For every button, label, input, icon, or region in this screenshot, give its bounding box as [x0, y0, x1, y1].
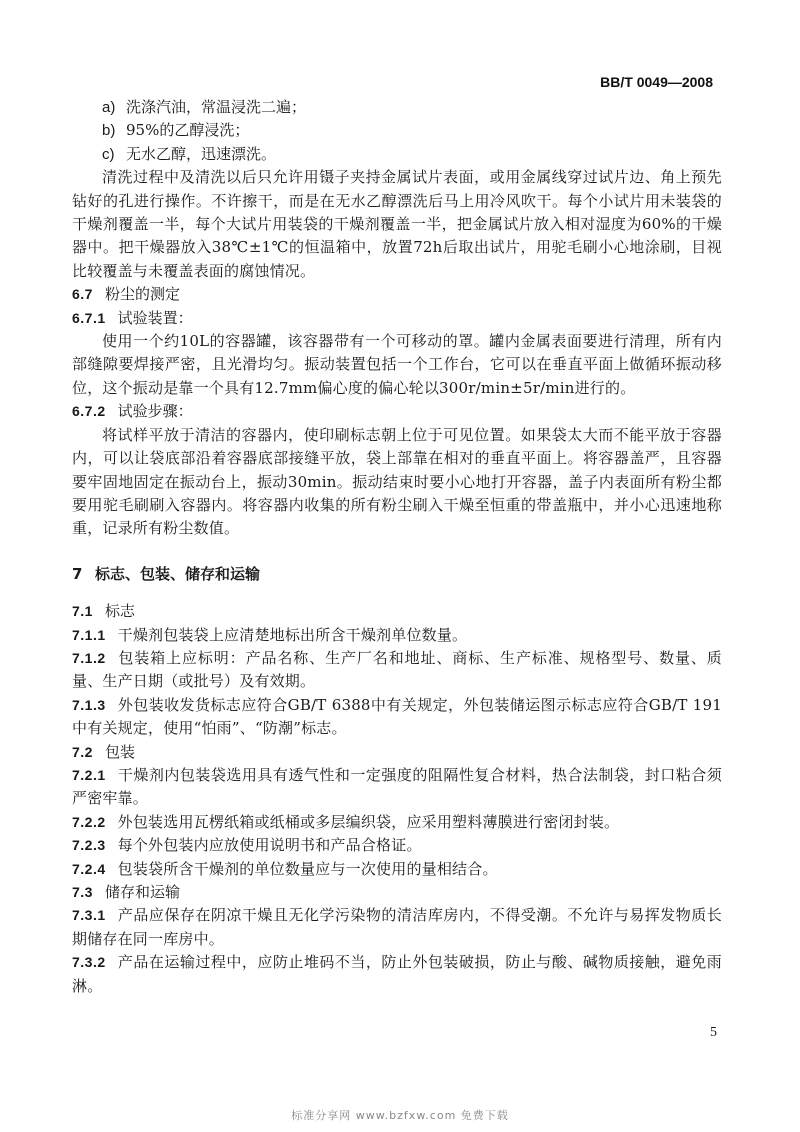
clause-text: 每个外包装内应放使用说明书和产品合格证。	[117, 836, 422, 855]
page-content	[72, 96, 722, 998]
clause-number: 7.2.1	[72, 766, 106, 783]
list-text: 洗涤汽油，常温浸洗二遍；	[126, 98, 307, 116]
section-title: 试验步骤：	[117, 402, 193, 421]
clause-7-2-1	[72, 764, 722, 811]
section-number: 7.1	[72, 603, 93, 620]
clause-text: 外包装选用瓦楞纸箱或纸桶或多层编织袋，应采用塑料薄膜进行密闭封装。	[117, 812, 620, 831]
clause-7-2-4	[72, 858, 722, 881]
clause-number: 7.1.1	[72, 626, 106, 643]
clause-7-2-3	[72, 834, 722, 857]
clause-7-2-2	[72, 811, 722, 834]
list-label: c)	[102, 145, 115, 163]
clause-number: 7.3.1	[72, 907, 106, 924]
clause-number: 7.1.3	[72, 696, 106, 713]
clause-7-3-1	[72, 904, 722, 951]
cleaning-paragraph: 清洗过程中及清洗以后只允许用镊子夹持金属试片表面，或用金属线穿过试片边、角上预先钻好的孔进行操作。不许擦干，而是在无水乙醇漂洗后马上用冷风吹干。每个小试片用未装袋的干燥剂覆盖一半，每个大试片用装袋的干燥剂覆盖一半，把金属试片放入相对湿度为60%的干燥器中。把干燥器放入38℃±1℃的恒温箱中，放置72h后取出试片，用驼毛刷小心地涂刷，目视比较覆盖与未覆盖表面的腐蚀情况。	[72, 168, 722, 280]
clause-7-3-2	[72, 951, 722, 998]
list-item-a	[72, 96, 722, 119]
section-number: 6.7	[72, 286, 93, 303]
clause-text: 包装箱上应标明：产品名称、生产厂名和地址、商标、生产标准、规格型号、数量、质量、生产日期（或批号）及有效期。	[72, 648, 722, 691]
footer-watermark: 标准分享网 www.bzfxw.com 免费下载	[291, 1109, 509, 1122]
clause-7-1-3	[72, 694, 722, 741]
section-7-1-heading	[72, 600, 722, 623]
section-title: 试验装置：	[117, 308, 193, 327]
list-text: 无水乙醇，迅速漂洗。	[126, 144, 277, 163]
list-item-c	[72, 143, 722, 166]
apparatus-paragraph: 使用一个约10L的容器罐，该容器带有一个可移动的罩。罐内金属表面要进行清理，所有内部缝隙要焊接严密，且光滑均匀。振动装置包括一个工作台，它可以在垂直平面上做循环振动移位，这个振动是靠一个具有12.7mm偏心度的偏心轮以300r/min±5r/min进行的。	[72, 332, 722, 397]
clause-number: 7.2.4	[72, 860, 106, 877]
clause-7-1-2	[72, 647, 722, 694]
section-6-7-2-heading	[72, 400, 722, 423]
section-6-7-heading	[72, 283, 722, 306]
clause-text: 外包装收发货标志应符合GB/T 6388中有关规定，外包装储运图示标志应符合GB/T 191中有关规定，使用“怕雨”、“防潮”标志。	[72, 695, 722, 738]
clause-text: 产品应保存在阴凉干燥且无化学污染物的清洁库房内，不得受潮。不允许与易挥发物质长期储存在同一库房中。	[72, 906, 722, 948]
clause-7-1-1	[72, 624, 722, 647]
document-code: BB/T 0049—2008	[600, 74, 713, 90]
clause-number: 7.1.2	[72, 649, 106, 666]
clause-text: 干燥剂内包装袋选用具有透气性和一定强度的阻隔性复合材料，热合法制袋，封口粘合须严密牢靠。	[72, 765, 722, 808]
section-number: 7.2	[72, 743, 93, 760]
section-number: 6.7.1	[72, 309, 106, 326]
section-number: 7.3	[72, 884, 93, 900]
section-7-2-heading	[72, 741, 722, 764]
section-title: 粉尘的测定	[104, 285, 180, 304]
clause-text: 产品在运输过程中，应防止堆码不当，防止外包装破损，防止与酸、碱物质接触，避免雨淋。	[72, 953, 722, 995]
chapter-title: 标志、包装、储存和运输	[94, 564, 260, 583]
clause-number: 7.2.2	[72, 813, 106, 830]
section-title: 储存和运输	[104, 883, 180, 901]
chapter-7-heading	[72, 563, 722, 586]
list-item-b	[72, 119, 722, 142]
section-number: 6.7.2	[72, 403, 106, 420]
clause-number: 7.3.2	[72, 954, 106, 971]
list-text: 95%的乙醇浸洗；	[126, 121, 250, 140]
section-7-3-heading	[72, 881, 722, 904]
clause-text: 包装袋所含干燥剂的单位数量应与一次使用的量相结合。	[117, 859, 498, 878]
chapter-number: 7	[72, 564, 83, 583]
section-title: 包装	[104, 742, 135, 761]
list-label: b)	[102, 122, 116, 140]
section-6-7-1-heading	[72, 307, 722, 330]
clause-number: 7.2.3	[72, 837, 106, 854]
page-number: 5	[710, 1025, 717, 1040]
section-title: 标志	[104, 602, 135, 621]
procedure-paragraph: 将试样平放于清洁的容器内，使印刷标志朝上位于可见位置。如果袋太大而不能平放于容器内，可以让袋底部沿着容器底部接缝平放，袋上部靠在相对的垂直平面上。将容器盖严，且容器要牢固地固定在振动台上，振动30min。振动结束时要小心地打开容器，盖子内表面所有粉尘都要用驼毛刷刷入容器内。将容器内收集的所有粉尘刷入干燥至恒重的带盖瓶中，并小心迅速地称重，记录所有粉尘数值。	[72, 425, 722, 538]
clause-text: 干燥剂包装袋上应清楚地标出所含干燥剂单位数量。	[117, 625, 468, 644]
list-label: a)	[102, 99, 116, 116]
